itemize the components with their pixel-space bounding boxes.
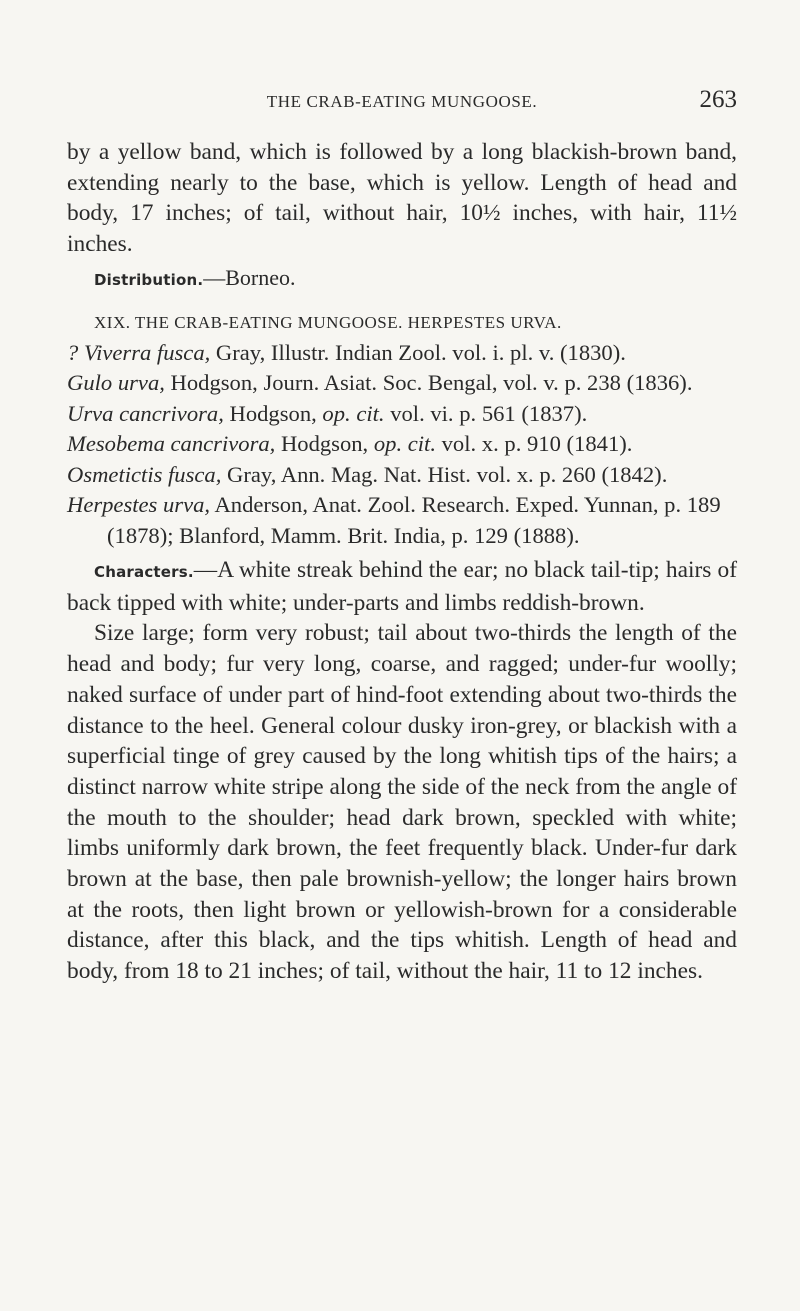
characters-paragraph	[67, 555, 737, 618]
description-paragraph: Size large; form very robust; tail about two-thirds the length of the head and body; fur very long, coarse, and ragged; under-fur woolly; naked surface of under part of hind-foot extending about two-thirds the distance to the heel. General colour dusky iron-grey, or blackish with a superficial tinge of grey caused by the long whitish tips of the hairs; a distinct narrow white stripe along the side of the neck from the angle of the mouth to the shoulder; head dark brown, speckled with white; limbs uniformly dark brown, the feet frequently black. Under-fur dark brown at the base, then pale brownish-yellow; the longer hairs brown at the roots, then light brown or yellowish-brown for a considerable distance, after this black, and the tips whitish. Length of head and body, from 18 to 21 inches; of tail, without the hair, 11 to 12 inches.	[67, 620, 737, 985]
distribution-label: Distribution.	[94, 270, 204, 289]
running-head-title: THE CRAB-EATING MUNGOOSE.	[266, 92, 538, 111]
synonym-name: Herpestes urva,	[67, 492, 211, 518]
synonym-citation: Hodgson, Journ. Asiat. Soc. Bengal, vol. v. p. 238 (1836).	[164, 370, 693, 396]
synonym-citation: Gray, Illustr. Indian Zool. vol. i. pl. v. (1830).	[210, 339, 626, 365]
running-head	[67, 86, 737, 120]
synonym-citation: Hodgson,	[223, 400, 323, 426]
continuation-paragraph: by a yellow band, which is followed by a long blackish-brown band, extending nearly to the base, which is yellow. Length of head and body, 17 inches; of tail, without hair, 10½ inches, with hair, 11½ inches.	[67, 139, 737, 258]
synonym-entry	[67, 460, 737, 491]
synonym-citation-tail: vol. vi. p. 561 (1837).	[384, 400, 588, 426]
synonym-entry	[67, 338, 737, 369]
section-heading: XIX. THE CRAB-EATING MUNGOOSE. HERPESTES URVA.	[94, 312, 562, 332]
synonym-entry	[67, 368, 737, 399]
synonym-citation-tail: vol. x. p. 910 (1841).	[435, 431, 633, 457]
characters-label: Characters.	[94, 563, 194, 582]
distribution-paragraph	[67, 263, 737, 296]
book-page	[67, 86, 737, 987]
synonym-name: Mesobema cancrivora,	[67, 431, 276, 457]
synonym-op-cit: op. cit.	[322, 400, 385, 426]
synonym-name: ? Viverra fusca,	[67, 339, 211, 365]
synonym-citation: Gray, Ann. Mag. Nat. Hist. vol. x. p. 260 (1842).	[221, 461, 668, 487]
synonym-name: Gulo urva,	[67, 370, 165, 396]
page-number: 263	[699, 86, 737, 113]
synonymy-list	[67, 338, 737, 552]
characters-text: —A white streak behind the ear; no black tail-tip; hairs of back tipped with white; under-parts and limbs reddish-brown.	[67, 557, 737, 616]
distribution-text: —Borneo.	[203, 264, 296, 290]
synonym-name: Osmetictis fusca,	[67, 461, 222, 487]
synonym-citation: Anderson, Anat. Zool. Research. Exped. Yunnan, p. 189 (1878); Blanford, Mamm. Brit. India, p. 129 (1888).	[107, 492, 721, 548]
synonym-name: Urva cancrivora,	[67, 400, 224, 426]
synonym-citation: Hodgson,	[275, 431, 374, 457]
synonym-op-cit: op. cit.	[373, 431, 436, 457]
synonym-entry	[67, 399, 737, 430]
synonym-entry	[67, 429, 737, 460]
synonym-entry	[67, 490, 737, 551]
